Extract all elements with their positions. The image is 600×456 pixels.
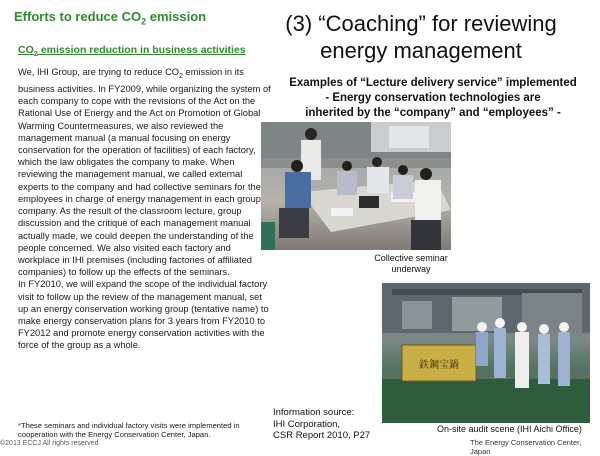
organization-credit: The Energy Conservation Center, Japan — [470, 438, 582, 456]
page-title: (3) “Coaching” for reviewing energy management — [285, 11, 557, 63]
seminar-photo — [261, 122, 451, 250]
paragraph-fy2009: We, IHI Group, are trying to reduce $CO_2$ emission in its business activities. In FY2009, while organizing the system of each company to cope with the revisions of the Act on the Rational Use of Energy and the Act on Promotion of Global Warming Countermeasures, we also reviewed the management manual (a manual focusing on energy conservation for the operation of facilities) of each factory, which the law obligates the company to make. When reviewing the management manual, we called external experts to the company and had collective seminars for the employees in charge of energy management in each group company. As the result of the classroom lecture, group discussion and the critique of each management manual actually made, we could deepen the understanding of the people concerned. We also visited each factory and workplace in IHI premises (including factories of affiliated companies) to follow up the effects of the seminars. — [18, 67, 271, 278]
seminar-illustration — [261, 122, 451, 250]
paragraph-fy2010: In FY2010, we will expand the scope of the individual factory visit to follow up the review of the management manual, set up an energy conservation working group (tentative name) to make energy conservation plans for 3 years from FY2010 to FY2012 and promote energy conservation activities with the force of the group as a whole. — [18, 279, 269, 351]
left-section-subtitle: $CO_2$ emission reduction in business activities — [18, 44, 246, 59]
footnote: *These seminars and individual factory visits were implemented in cooperation with the Energy Conservation Center, Japan. — [18, 421, 240, 439]
title-subscript: 2 — [141, 16, 147, 27]
information-source: Information source: IHI Corporation, CSR Report 2010, P27 — [273, 407, 371, 441]
drum-label: 鉄鋼宝鍋 — [419, 360, 459, 371]
copyright: ©2013 ECCJ All rights reserved — [0, 440, 99, 447]
seminar-caption: Collective seminar underway — [374, 253, 448, 274]
audit-caption: On-site audit scene (IHI Aichi Office) — [437, 424, 582, 434]
subtitle-subscript: 2 — [33, 49, 38, 59]
footnote-marker: * — [18, 421, 21, 430]
audit-photo — [382, 283, 590, 423]
examples-heading: Examples of “Lecture delivery service” implemented - Energy conservation technologies are inherited by the “company” and “employees” - — [289, 77, 577, 119]
body-text — [18, 66, 272, 352]
audit-illustration — [382, 283, 590, 423]
left-section-title: Efforts to reduce $CO_2$ emission — [14, 9, 207, 27]
